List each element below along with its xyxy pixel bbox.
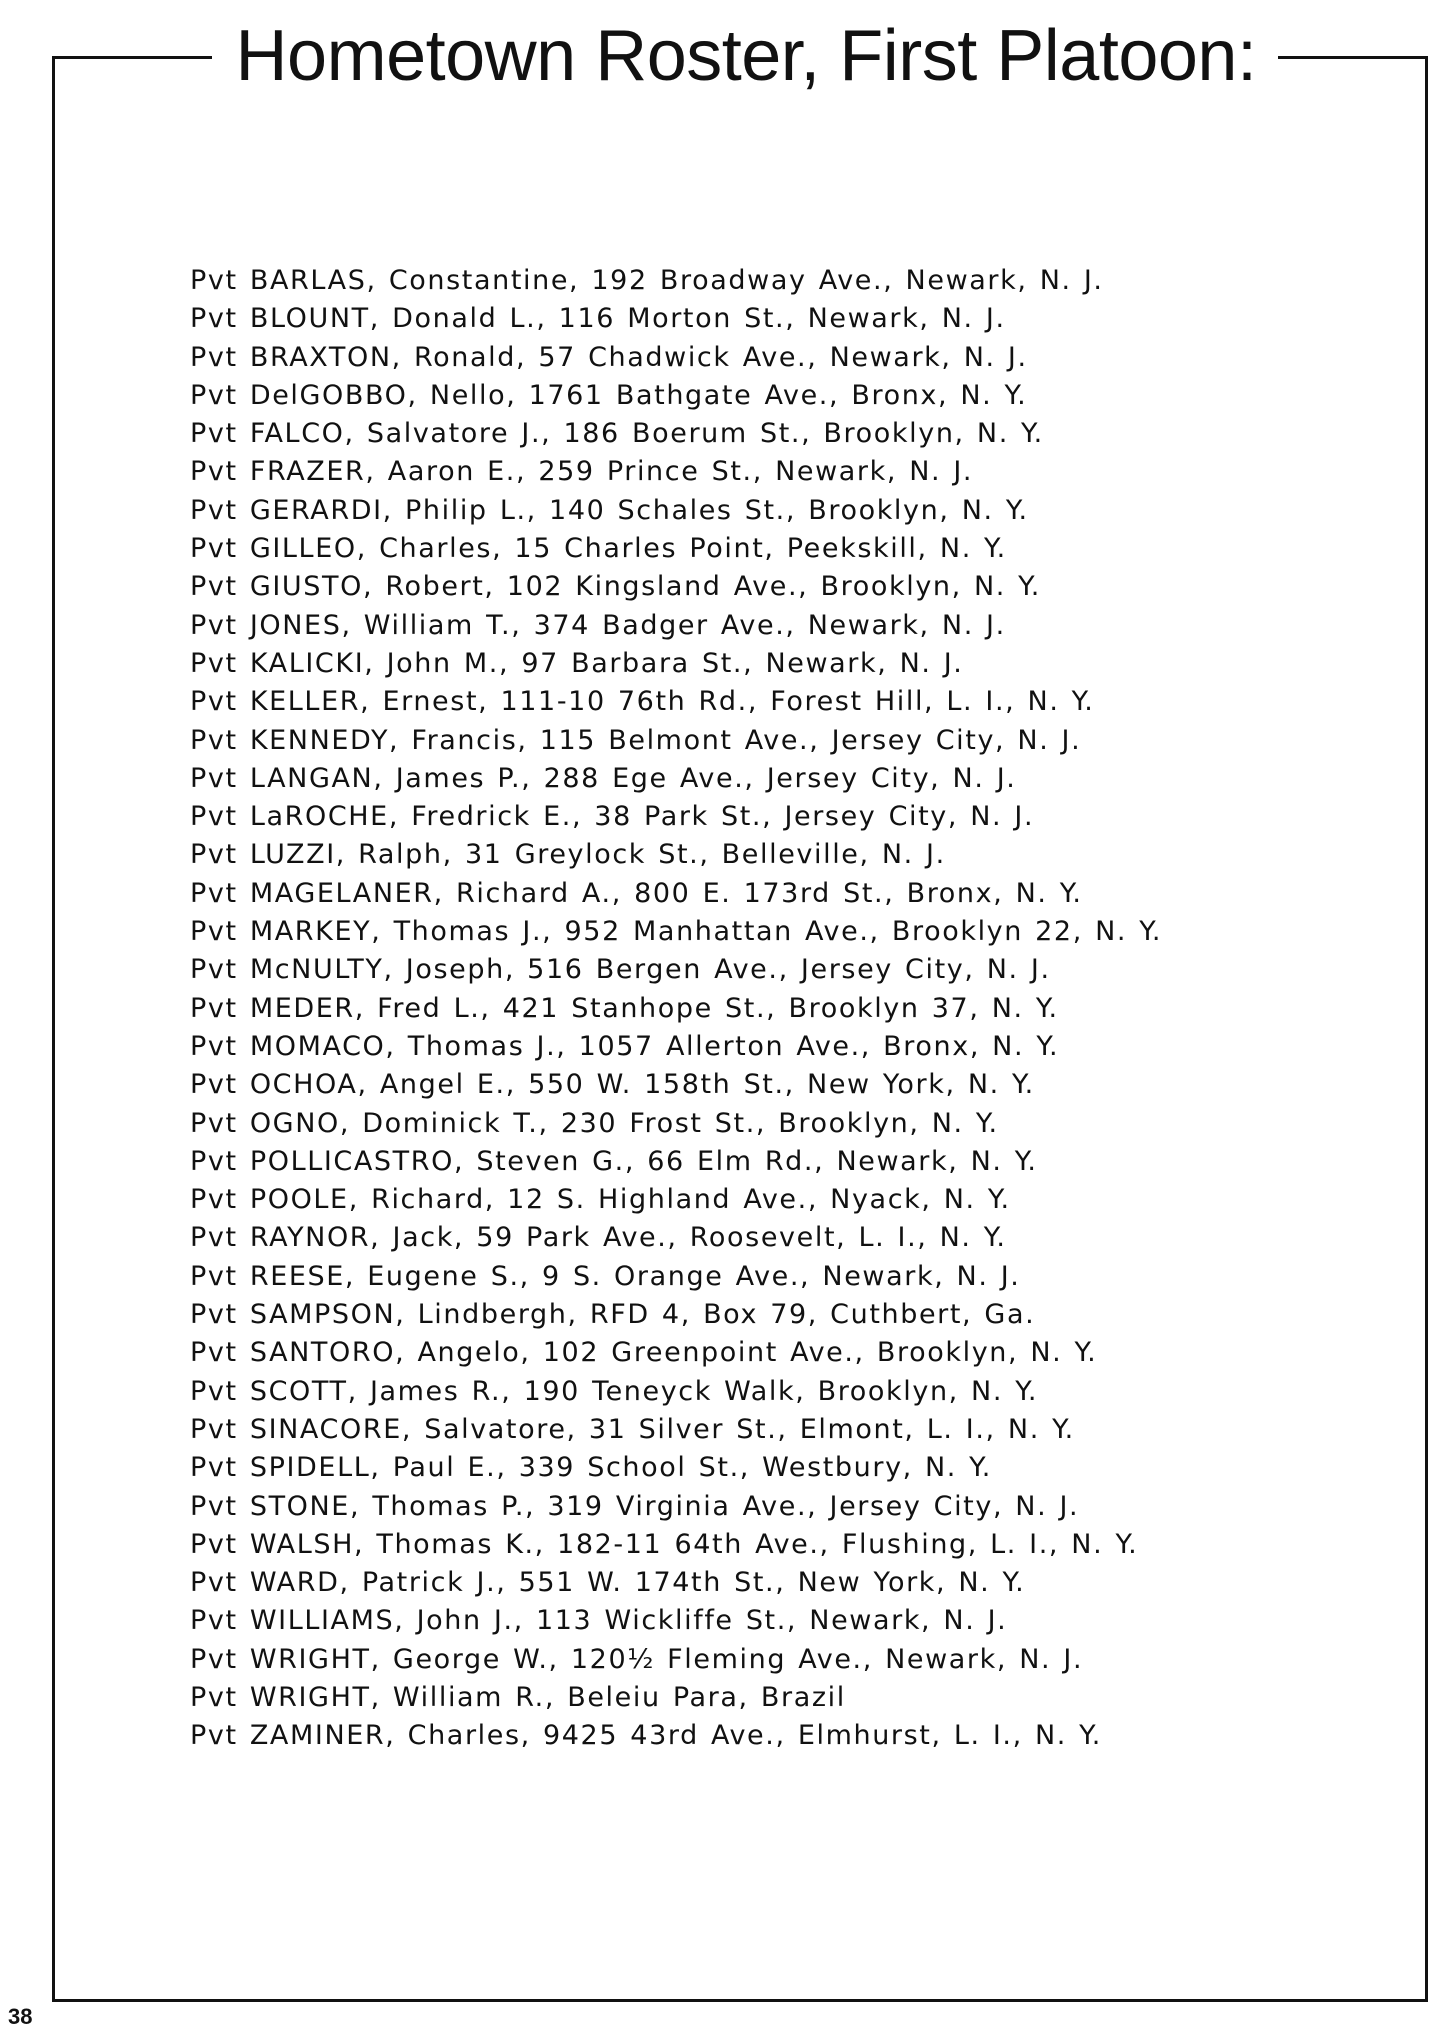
page-number: 38 xyxy=(8,2004,33,2029)
roster-entry: Pvt SCOTT, James R., 190 Teneyck Walk, Brooklyn, N. Y. xyxy=(190,1375,1039,1407)
title-rule-right xyxy=(1278,56,1428,59)
roster-entry: Pvt POOLE, Richard, 12 S. Highland Ave., Nyack, N. Y. xyxy=(190,1184,1011,1216)
roster-entry: Pvt McNULTY, Joseph, 516 Bergen Ave., Jersey City, N. J. xyxy=(190,954,1051,986)
roster-entry: Pvt LANGAN, James P., 288 Ege Ave., Jersey City, N. J. xyxy=(190,762,1017,794)
roster-entry: Pvt SAMPSON, Lindbergh, RFD 4, Box 79, Cuthbert, Ga. xyxy=(190,1299,1036,1331)
roster-entry: Pvt OGNO, Dominick T., 230 Frost St., Brooklyn, N. Y. xyxy=(190,1107,999,1139)
roster-entry: Pvt FRAZER, Aaron E., 259 Prince St., Newark, N. J. xyxy=(190,456,974,488)
roster-entry: Pvt GERARDI, Philip L., 140 Schales St., Brooklyn, N. Y. xyxy=(190,494,1029,526)
roster-entry: Pvt KELLER, Ernest, 111-10 76th Rd., Forest Hill, L. I., N. Y. xyxy=(190,686,1095,718)
roster-entry: Pvt BRAXTON, Ronald, 57 Chadwick Ave., Newark, N. J. xyxy=(190,341,1028,373)
roster-entry: Pvt WILLIAMS, John J., 113 Wickliffe St., Newark, N. J. xyxy=(190,1605,1008,1637)
roster-entry: Pvt REESE, Eugene S., 9 S. Orange Ave., Newark, N. J. xyxy=(190,1260,1021,1292)
roster-entry: Pvt STONE, Thomas P., 319 Virginia Ave., Jersey City, N. J. xyxy=(190,1490,1080,1522)
roster-entry: Pvt WARD, Patrick J., 551 W. 174th St., New York, N. Y. xyxy=(190,1567,1026,1599)
roster-entry: Pvt GIUSTO, Robert, 102 Kingsland Ave., Brooklyn, N. Y. xyxy=(190,571,1041,603)
roster-entry: Pvt MARKEY, Thomas J., 952 Manhattan Ave., Brooklyn 22, N. Y. xyxy=(190,916,1163,948)
roster-entry: Pvt WALSH, Thomas K., 182-11 64th Ave., Flushing, L. I., N. Y. xyxy=(190,1528,1139,1560)
roster-entry: Pvt MEDER, Fred L., 421 Stanhope St., Brooklyn 37, N. Y. xyxy=(190,992,1059,1024)
roster-entry: Pvt MAGELANER, Richard A., 800 E. 173rd St., Bronx, N. Y. xyxy=(190,877,1083,909)
roster-entry: Pvt KALICKI, John M., 97 Barbara St., Newark, N. J. xyxy=(190,647,964,679)
roster-entry: Pvt WRIGHT, William R., Beleiu Para, Brazil xyxy=(190,1681,846,1713)
roster-entry: Pvt WRIGHT, George W., 120½ Fleming Ave., Newark, N. J. xyxy=(190,1643,1084,1675)
page-title: Hometown Roster, First Platoon: xyxy=(235,16,1257,96)
roster-entry: Pvt SANTORO, Angelo, 102 Greenpoint Ave., Brooklyn, N. Y. xyxy=(190,1337,1098,1369)
roster-entry: Pvt LUZZI, Ralph, 31 Greylock St., Belleville, N. J. xyxy=(190,839,946,871)
roster-entry: Pvt POLLICASTRO, Steven G., 66 Elm Rd., Newark, N. Y. xyxy=(190,1145,1038,1177)
roster-entry: Pvt ZAMINER, Charles, 9425 43rd Ave., Elmhurst, L. I., N. Y. xyxy=(190,1720,1102,1752)
roster-entry: Pvt JONES, William T., 374 Badger Ave., Newark, N. J. xyxy=(190,609,1006,641)
roster-entry: Pvt GILLEO, Charles, 15 Charles Point, Peekskill, N. Y. xyxy=(190,533,1007,565)
roster-list xyxy=(190,262,1162,1756)
roster-entry: Pvt MOMACO, Thomas J., 1057 Allerton Ave., Bronx, N. Y. xyxy=(190,1030,1060,1062)
roster-entry: Pvt LaROCHE, Fredrick E., 38 Park St., Jersey City, N. J. xyxy=(190,801,1035,833)
roster-entry: Pvt FALCO, Salvatore J., 186 Boerum St., Brooklyn, N. Y. xyxy=(190,418,1044,450)
roster-entry: Pvt SPIDELL, Paul E., 339 School St., Westbury, N. Y. xyxy=(190,1452,992,1484)
title-rule-left xyxy=(52,56,212,59)
roster-entry: Pvt BARLAS, Constantine, 192 Broadway Ave., Newark, N. J. xyxy=(190,265,1104,296)
roster-entry: Pvt KENNEDY, Francis, 115 Belmont Ave., Jersey City, N. J. xyxy=(190,724,1082,756)
roster-entry: Pvt SINACORE, Salvatore, 31 Silver St., Elmont, L. I., N. Y. xyxy=(190,1413,1075,1445)
roster-entry: Pvt BLOUNT, Donald L., 116 Morton St., Newark, N. J. xyxy=(190,303,1006,335)
roster-entry: Pvt DelGOBBO, Nello, 1761 Bathgate Ave., Bronx, N. Y. xyxy=(190,379,1028,411)
roster-entry: Pvt RAYNOR, Jack, 59 Park Ave., Roosevelt, L. I., N. Y. xyxy=(190,1222,1007,1254)
roster-entry: Pvt OCHOA, Angel E., 550 W. 158th St., New York, N. Y. xyxy=(190,1069,1035,1101)
